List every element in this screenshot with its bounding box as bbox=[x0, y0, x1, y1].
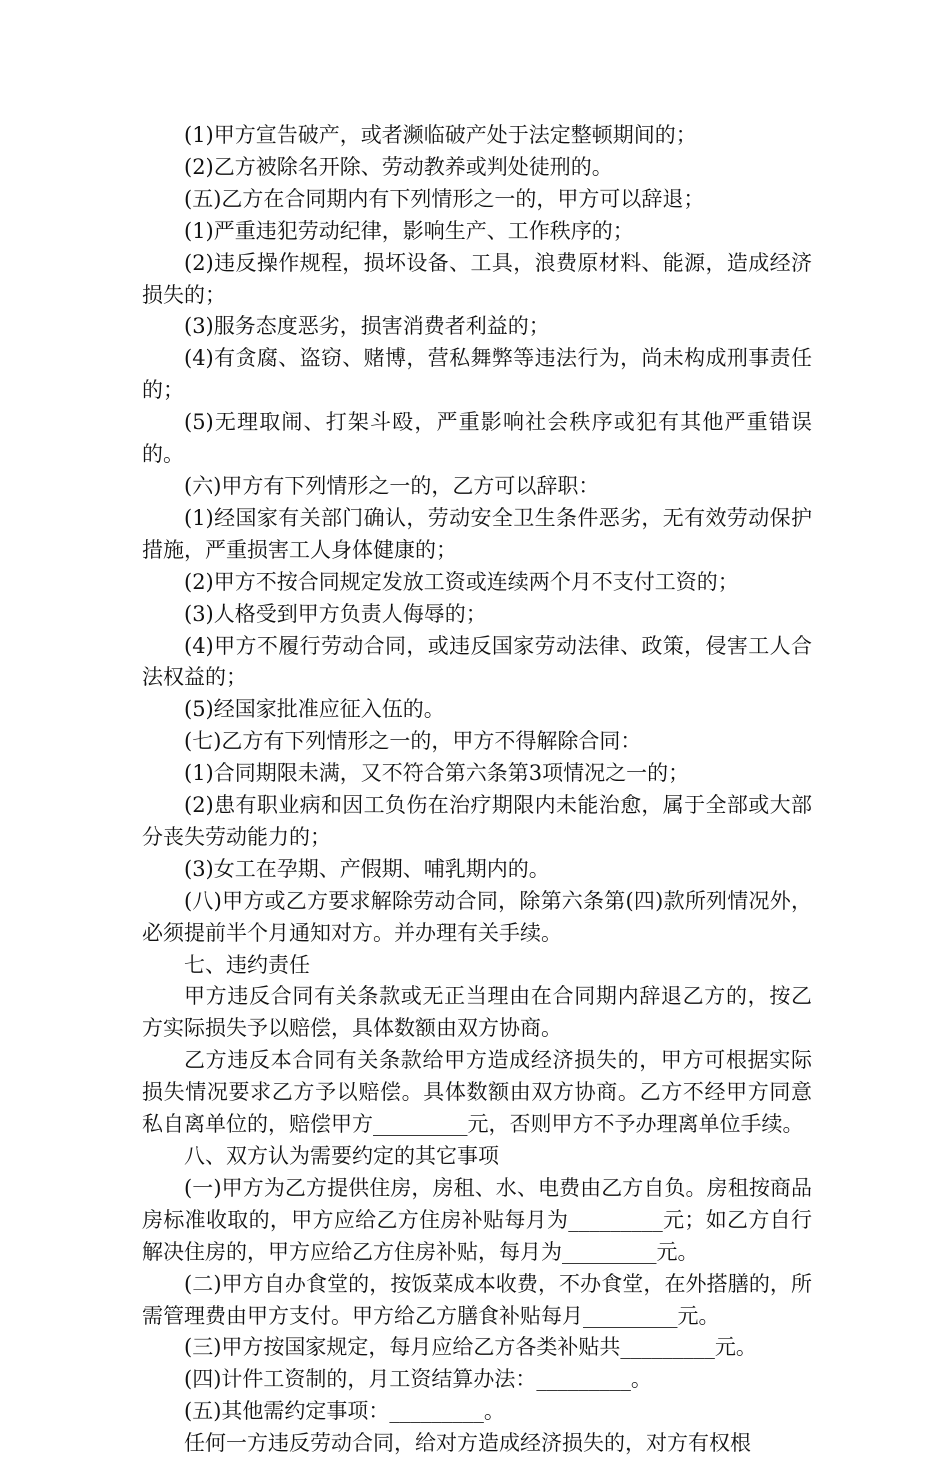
paragraph: (4)有贪腐、盗窃、赌博，营私舞弊等违法行为，尚未构成刑事责任的； bbox=[142, 346, 812, 403]
paragraph: (八)甲方或乙方要求解除劳动合同，除第六条第(四)款所列情况外，必须提前半个月通知对方。并办理有关手续。 bbox=[142, 888, 812, 945]
paragraph: (二)甲方自办食堂的，按饭菜成本收费，不办食堂，在外搭膳的，所需管理费由甲方支付。甲方给乙方膳食补贴每月_________元。 bbox=[142, 1271, 812, 1328]
paragraph: (2)乙方被除名开除、劳动教养或判处徒刑的。 bbox=[184, 154, 613, 179]
paragraph: (五)乙方在合同期内有下列情形之一的，甲方可以辞退； bbox=[184, 186, 705, 211]
paragraph: (2)违反操作规程，损坏设备、工具，浪费原材料、能源，造成经济损失的； bbox=[142, 250, 812, 307]
paragraph: (2)患有职业病和因工负伤在治疗期限内未能治愈，属于全部或大部分丧失劳动能力的； bbox=[142, 793, 812, 849]
paragraph: 乙方违反本合同有关条款给甲方造成经济损失的，甲方可根据实际损失情况要求乙方予以赔偿。具体数额由双方协商。乙方不经甲方同意私自离单位的，赔偿甲方_________元，否则甲方不予办理离单位手续。 bbox=[142, 1048, 812, 1137]
paragraph: (六)甲方有下列情形之一的，乙方可以辞职： bbox=[184, 473, 600, 498]
paragraph: (1)合同期限未满，又不符合第六条第3项情况之一的； bbox=[184, 761, 690, 786]
paragraph: (1)严重违犯劳动纪律，影响生产、工作秩序的； bbox=[184, 218, 634, 243]
paragraph: (3)服务态度恶劣，损害消费者利益的； bbox=[184, 314, 550, 339]
paragraph: (三)甲方按国家规定，每月应给乙方各类补贴共_________元。 bbox=[184, 1335, 757, 1360]
paragraph: (四)计件工资制的，月工资结算办法：_________。 bbox=[184, 1367, 652, 1392]
paragraph: (2)甲方不按合同规定发放工资或连续两个月不支付工资的； bbox=[184, 569, 739, 594]
section-heading: 八、双方认为需要约定的其它事项 bbox=[184, 1144, 499, 1168]
paragraph: (3)人格受到甲方负责人侮辱的； bbox=[184, 601, 487, 626]
paragraph: (1)经国家有关部门确认，劳动安全卫生条件恶劣，无有效劳动保护措施，严重损害工人身体健康的； bbox=[142, 505, 812, 562]
document-body bbox=[142, 120, 812, 1460]
paragraph: 甲方违反合同有关条款或无正当理由在合同期内辞退乙方的，按乙方实际损失予以赔偿，具体数额由双方协商。 bbox=[142, 984, 812, 1041]
paragraph: (5)无理取闹、打架斗殴，严重影响社会秩序或犯有其他严重错误的。 bbox=[142, 410, 812, 467]
section-heading: 七、违约责任 bbox=[184, 952, 310, 977]
paragraph: (七)乙方有下列情形之一的，甲方不得解除合同： bbox=[184, 729, 642, 754]
paragraph: (1)甲方宣告破产，或者濒临破产处于法定整顿期间的； bbox=[184, 123, 697, 147]
paragraph: (一)甲方为乙方提供住房，房租、水、电费由乙方自负。房租按商品房标准收取的，甲方应给乙方住房补贴每月为_________元；如乙方自行解决住房的，甲方应给乙方住房补贴，每月为_________元。 bbox=[142, 1175, 812, 1264]
paragraph: (3)女工在孕期、产假期、哺乳期内的。 bbox=[184, 856, 550, 881]
paragraph: (4)甲方不履行劳动合同，或违反国家劳动法律、政策，侵害工人合法权益的； bbox=[142, 633, 812, 690]
paragraph: (五)其他需约定事项：_________。 bbox=[184, 1399, 505, 1424]
paragraph: (5)经国家批准应征入伍的。 bbox=[184, 697, 445, 722]
paragraph: 任何一方违反劳动合同，给对方造成经济损失的，对方有权根 bbox=[184, 1431, 751, 1456]
